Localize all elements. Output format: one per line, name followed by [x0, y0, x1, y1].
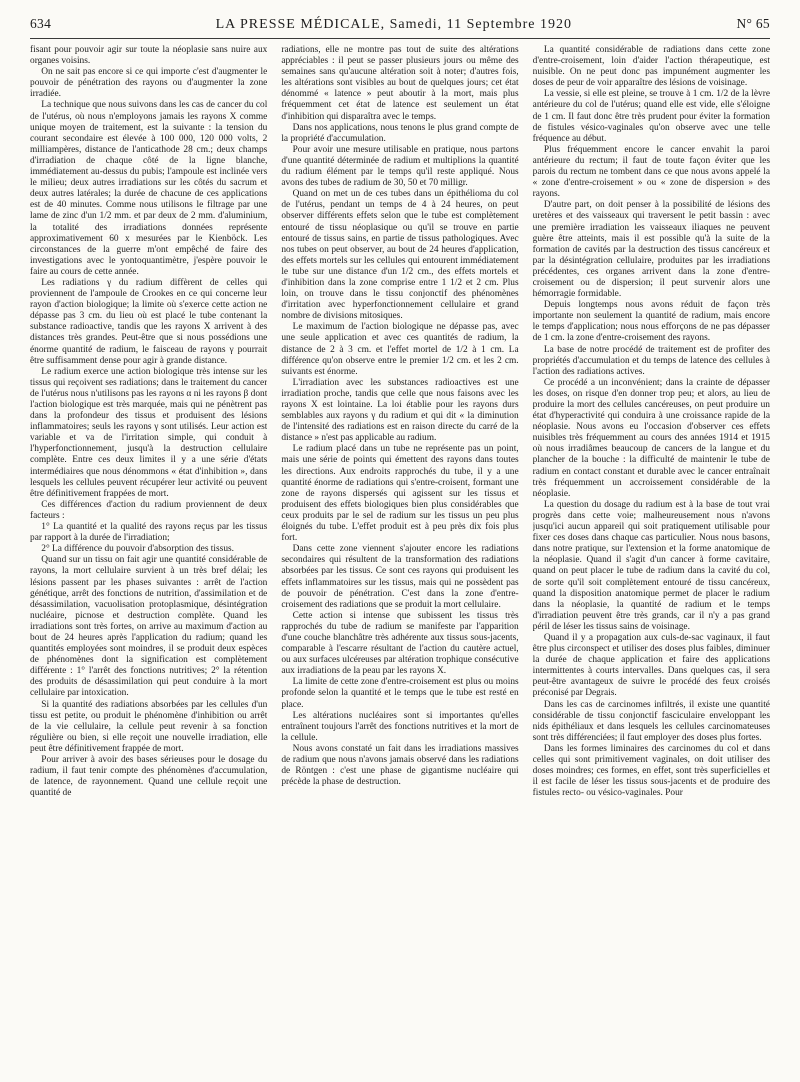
paragraph: La question du dosage du radium est à la base de tout vrai progrès dans cette voie; malheureusement nous n'avons jusqu'ici aucun appareil qui soit pratiquement utilisable pour fixer ces doses dans chaque cas particulier. Nous nous basons, dans notre pratique, sur l'extension et la forme anatomique de la néoplasie. Quand il s'agit d'un cancer à forme cavitaire, quand on peut placer le tube de radium dans la cavité du col, de sorte qu'il soit complètement entouré de tissu cancéreux, quand la disposition anatomique permet de placer le radium dans la néoplasie, la quantité de radium et le temps d'irradiation peuvent être très grands, car il n'y a pas grand péril de léser les tissus sains de voisinage. — [532, 499, 770, 632]
paragraph: 2° La différence du pouvoir d'absorption des tissus. — [41, 544, 234, 555]
paragraph: radiations, elle ne montre pas tout de suite des altérations appréciables : il peut se passer plusieurs jours ou même des semaines sans qu'aucune altération soit à noter; d'autres fois, les altérations sont visibles au bout de quelques jours; cet état dénommé « latence » peut aboutir à la mort, mais plus fréquemment cet état de latence est seulement un état d'inhibition qui disparaîtra avec le temps. — [281, 45, 519, 122]
paragraph: D'autre part, on doit penser à la possibilité de lésions des uretères et des vaisseaux qui traversent le petit bassin : avec une première irradiation les vaisseaux iliaques ne peuvent guère être atteints, mais il est possible qu'à la suite de la formation de cavités par la destruction des tissus cancéreux et par la désintégration cellulaire, produites par les irradiations précédentes, ces organes arrivent dans la zone d'entre-croisement ou de dispersion; il peut survenir alors une hémorragie formidable. — [532, 200, 770, 300]
text-column-3 — [533, 45, 770, 1075]
paragraph: Nous avons constaté un fait dans les irradiations massives de radium que nous n'avons jamais observé dans les radiations de Röntgen : c'est une phase de gigantisme nucléaire qui précède la phase de destruction. — [281, 743, 519, 788]
running-header — [30, 16, 770, 39]
paragraph: Dans les cas de carcinomes infiltrés, il existe une quantité considérable de tissu conjonctif fasciculaire enveloppant les nids épithéliaux et dans lesquels les cellules carcinomateuses sont très différenciées; il faut employer des doses plus fortes. — [532, 699, 770, 743]
paragraph: La base de notre procédé de traitement est de profiter des propriétés d'accumulation et du temps de latence des cellules à l'action des radiations actives. — [532, 344, 770, 377]
paragraph: Ces différences d'action du radium proviennent de deux facteurs : — [30, 499, 268, 521]
paragraph: La quantité considérable de radiations dans cette zone d'entre-croisement, loin d'aider l'action thérapeutique, est nuisible. On ne peut donc pas impunément augmenter les doses de peur de voir apparaître des lésions de voisinage. — [532, 45, 770, 89]
paragraph: Quand sur un tissu on fait agir une quantité considérable de rayons, la mort cellulaire survient à un très bref délai; les lésions passent par les phases suivantes : arrêt de l'action génétique, arrêt des fonctions de nutrition, d'assimilation et de désassimilation, vacuolisation protoplasmique, désintégration nucléaire, picnose et destruction complète. Quand les irradiations sont très fortes, on arrive au maximum d'action au bout de 24 heures après l'application du radium; quand les quantités employées sont moindres, il se produit deux espèces de phénomènes dont la signification est complètement différente : 1° l'arrêt des fonctions nutritives; 2° la rétention des produits de désassimilation qui peut conduire à la mort cellulaire par intoxication. — [30, 555, 268, 699]
paragraph: fisant pour pouvoir agir sur toute la néoplasie sans nuire aux organes voisins. — [30, 45, 268, 67]
paragraph: Si la quantité des radiations absorbées par les cellules d'un tissu est petite, ou produit le phénomène d'inhibition ou arrêt de la vie cellulaire, la cellule peut revenir à sa fonction régulière ou bien, si elle reçoit une nouvelle irradiation, elle peut être définitivement frappée de mort. — [30, 699, 268, 754]
page-number: 634 — [30, 16, 52, 31]
paragraph: La vessie, si elle est pleine, se trouve à 1 cm. 1/2 de la lèvre antérieure du col de l'utérus; quand elle est vide, elle s'éloigne de 1 cm. Il faut donc être très prudent pour éviter la formation de fistules vésico-vaginales qu'on observe avec une telle fréquence au début. — [532, 89, 770, 144]
issue-number: N° 65 — [736, 16, 770, 31]
paragraph: L'irradiation avec les substances radioactives est une irradiation proche, tandis que celle que nous faisons avec les rayons X est lointaine. La loi établie pour les rayons durs semblables aux rayons γ du radium et qui dit « la diminution de l'intensité des radiations est en raison directe du carré de la distance » n'est pas applicable au radium. — [281, 377, 519, 444]
paragraph: Le maximum de l'action biologique ne dépasse pas, avec une seule application et avec ces quantités de radium, la distance de 2 à 3 cm. et l'effet mortel de 1/2 à 1 cm. La différence qu'on observe entre le premier 1/2 cm. et les 2 cm. suivants est énorme. — [281, 322, 519, 377]
paragraph: Pour avoir une mesure utilisable en pratique, nous partons d'une quantité déterminée de radium et multiplions la quantité du radium élément par le temps qu'il reste appliqué. Nous avons des tubes de radium de 30, 50 et 70 milligr. — [281, 144, 519, 189]
paragraph: Depuis longtemps nous avons réduit de façon très importante non seulement la quantité de radium, mais encore le temps d'application; nous nous efforçons de ne pas dépasser de 1 cm. la zone d'entre-croisement des rayons. — [532, 300, 770, 344]
paragraph: La technique que nous suivons dans les cas de cancer du col de l'utérus, où nous n'employons jamais les rayons X comme unique moyen de traitement, est la suivante : la tension du courant secondaire est élevée à 100 000, 120 000 volts, 2 milliampères, distance de l'anticathode 28 cm.; deux champs d'irradiation de chaque côté de la ligne blanche, immédiatement au-dessus du pubis; l'ampoule est inclinée vers le milieu; deux autres irradiations sur les côtés du sacrum et deux autres latérales; la durée de chacune de ces applications est de 40 minutes. Comme nous utilisons le filtrage par une lame de zinc d'un 1/2 mm. et par deux de 2 mm. d'aluminium, la totalité des irradiations données représente approximativement 60 x mesurées par le Kienböck. Les circonstances de la guerre m'ont empêché de faire des investigations avec le yontoquantimètre, j'espère pouvoir le faire au cours de cette année. — [30, 100, 268, 277]
paragraph: Plus fréquemment encore le cancer envahit la paroi antérieure du rectum; il faut de toute façon éviter que les parois du rectum ne tombent dans ce que nous avons appelé la « zone d'entre-croisement » ou « zone de dispersion » des rayons. — [532, 144, 770, 200]
paragraph: Cette action si intense que subissent les tissus très rapprochés du tube de radium se manifeste par l'apparition d'une couche blanchâtre très adhérente aux tissus sous-jacents, comparable à l'escarre résultant de l'action du cautère actuel, ou aux surfaces ulcéreuses par altération trophique consécutive aux irradiations de la peau par les rayons X. — [281, 610, 519, 677]
paragraph: Les altérations nucléaires sont si importantes qu'elles entraînent toujours l'arrêt des fonctions nutritives et la mort de la cellule. — [281, 710, 519, 743]
paragraph: Les radiations γ du radium diffèrent de celles qui proviennent de l'ampoule de Crookes en ce qui concerne leur rayon d'action biologique; la limite où s'exerce cette action ne dépasse pas 3 cm. du lieu où est placé le tube contenant la substance radioactive, tandis que les rayons X arrivent à des distances très grandes. Peut-être que si nous possédions une énorme quantité de radium, le faisceau de rayons γ pourrait être suffisamment dense pour agir à grande distance. — [30, 277, 268, 366]
paragraph: Dans nos applications, nous tenons le plus grand compte de la propriété d'accumulation. — [281, 122, 519, 144]
paragraph: Pour arriver à avoir des bases sérieuses pour le dosage du radium, il faut tenir compte des phénomènes d'accumulation, de latence, de rayonnement. Quand une cellule reçoit une quantité de — [30, 755, 268, 799]
text-column-2 — [281, 45, 518, 1075]
paragraph: On ne sait pas encore si ce qui importe c'est d'augmenter le pouvoir de pénétration des rayons ou d'augmenter la zone irradiée. — [30, 67, 268, 100]
paragraph: 1° La quantité et la qualité des rayons reçus par les tissus par rapport à la durée de l'irradiation; — [30, 522, 268, 544]
paragraph: Dans les formes liminaires des carcinomes du col et dans celles qui sont primitivement vaginales, on doit utiliser des doses moindres; ces formes, en effet, sont très superficielles et il est facile de léser les tissus sous-jacents et de produire des fistules recto- ou vésico-vaginales. Pour — [532, 743, 770, 799]
text-column-1 — [30, 45, 267, 1075]
paragraph: Le radium placé dans un tube ne représente pas un point, mais une série de points qui émettent des rayons dans toutes les directions. Aux endroits rapprochés du tube, il y a une quantité énorme de radiations qui s'entre-croisent, formant une zone de rayons dispersés qui agissent sur les tissus et produisent des effets biologiques bien plus considérables que ceux produits par le sel de radium sur les tissus un peu plus éloignés du tube. L'effet produit est à peu près dix fois plus fort. — [281, 444, 519, 544]
journal-title-line: LA PRESSE MÉDICALE, Samedi, 11 Septembre 1920 — [215, 17, 572, 32]
paragraph: Quand on met un de ces tubes dans un épithélioma du col de l'utérus, pendant un temps de 4 à 24 heures, on peut observer différents effets selon que le tube est complètement entouré de tissu néoplasique ou qu'il se trouve en partie entouré de tissus sains, en partie de tissus pathologiques. Avec nos tubes on peut observer, au bout de 24 heures d'application, des effets mortels sur les cellules qui entourent immédiatement le tube sur une distance d'un 1/2 cm., des effets mortels et d'inhibition dans la zone comprise entre 1 1/2 et 2 cm. Plus loin, on trouve dans le tissu conjonctif des phénomènes d'irritation avec hyperfonctionnement cellulaire et grand nombre de divisions mitosiques. — [281, 189, 519, 322]
paragraph: Dans cette zone viennent s'ajouter encore les radiations secondaires qui résultent de la transformation des radiations absorbées par les tissus. Ce sont ces rayons qui produisent les effets inflammatoires sur les tissus, mais qui ne possèdent pas de pouvoir de pénétration. C'est dans la zone d'entre-croisement des radiations que se produit la mort cellulaire. — [281, 544, 519, 610]
paragraph: Le radium exerce une action biologique très intense sur les tissus qui reçoivent ses radiations; dans le traitement du cancer de l'utérus nous n'utilisons pas les rayons α ni les rayons β dont l'action biologique est très marquée, mais qui ne pénètrent pas dans la profondeur des tissus et produisent des lésions inflammatoires; seuls les rayons γ sont utilisés. Leur action est variable et va de l'irritation simple, qui conduit à l'hyperfonctionnement, jusqu'à la destruction cellulaire complète. Entre ces deux limites il y a une série d'états intermédiaires que nous dénommons « état d'inhibition », dans lesquels les cellules peuvent récupérer leur activité ou peuvent être définitivement frappées de mort. — [30, 366, 268, 499]
paragraph: La limite de cette zone d'entre-croisement est plus ou moins profonde selon la quantité et le temps que le tube est resté en place. — [281, 677, 519, 710]
article-columns — [30, 45, 770, 1075]
paragraph: Ce procédé a un inconvénient; dans la crainte de dépasser les doses, on risque d'en donner trop peu; et alors, au lieu de produire la mort des cellules cancéreuses, on peut produire un état d'hyperactivité qui conduira à une croissance rapide de la néoplasie. Nous avons eu l'occasion d'observer ces effets nuisibles très fréquemment au cours des années 1914 et 1915 où nous irradiâmes beaucoup de cancers de la langue et du plancher de la bouche : la difficulté de maintenir le tube de radium en contact constant et durable avec le cancer entraînait très fréquemment un accroissement considérable de la néoplasie. — [532, 377, 770, 499]
paragraph: Quand il y a propagation aux culs-de-sac vaginaux, il faut être plus circonspect et utiliser des doses plus faibles, diminuer la durée de chaque application et faire des applications intermittentes à courts intervalles. Dans quelques cas, il sera peut-être avantageux de suivre le procédé des feux croisés préconisé par Degrais. — [532, 632, 770, 699]
